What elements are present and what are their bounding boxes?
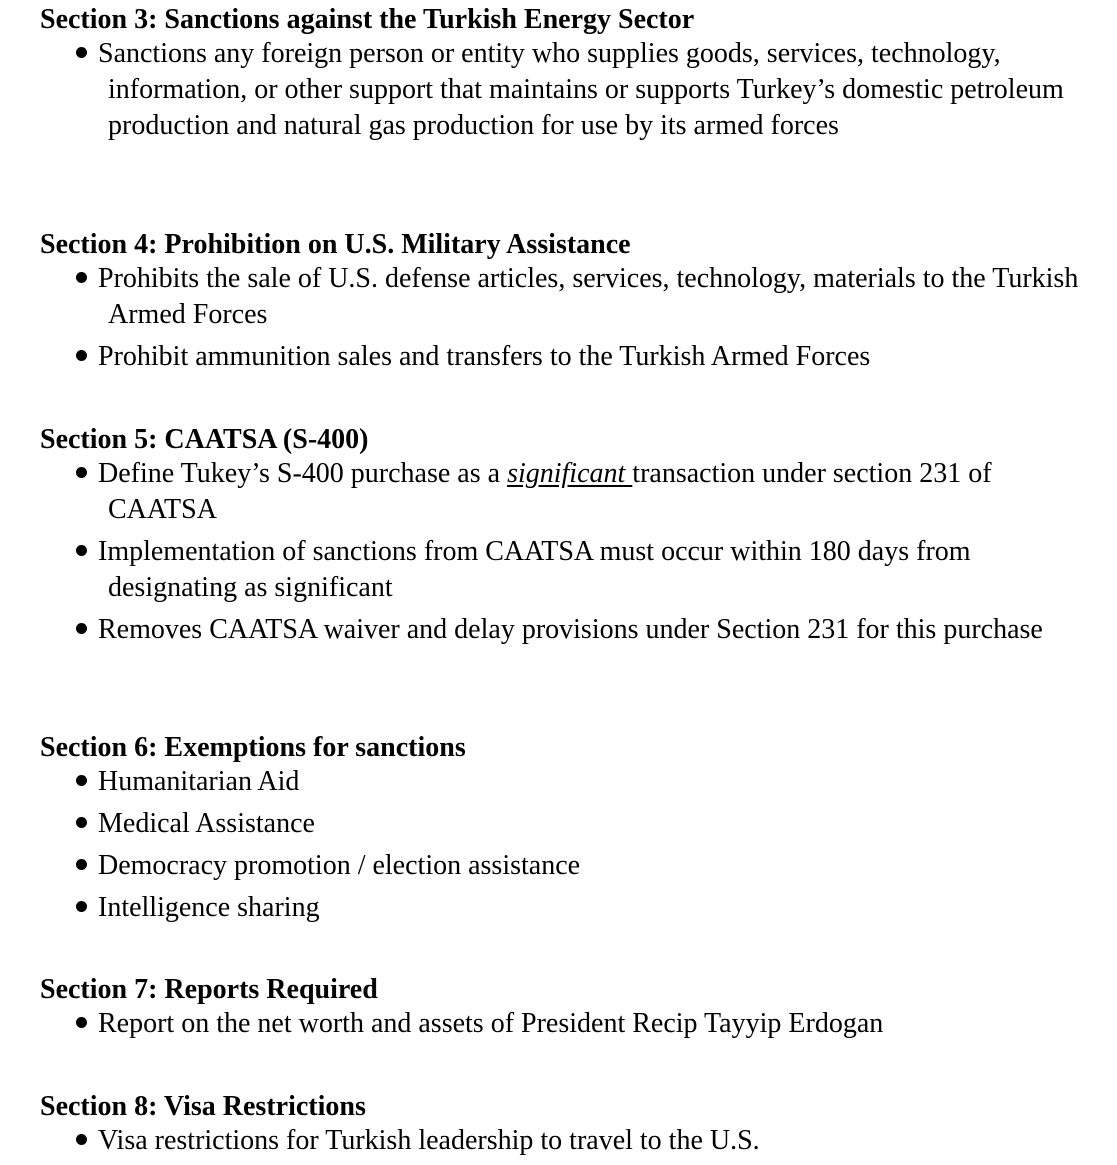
bullet-list (40, 456, 1100, 648)
bullet-icon (76, 901, 87, 912)
list-item (40, 612, 1100, 648)
list-item (40, 456, 1100, 528)
list-item (40, 1006, 1100, 1042)
bullet-icon (76, 1134, 87, 1145)
bullet-text: Prohibits the sale of U.S. defense articles, services, technology, materials to the Turkish Armed Forces (98, 263, 1079, 330)
list-item (40, 806, 1100, 842)
bullet-icon (76, 623, 87, 634)
bullet-list (40, 1006, 1100, 1042)
section-heading: Section 8: Visa Restrictions (40, 1091, 366, 1122)
list-item (40, 339, 1100, 375)
section-heading: Section 7: Reports Required (40, 974, 378, 1005)
section-3 (40, 4, 1070, 150)
list-item (40, 1123, 1100, 1159)
bullet-list (40, 261, 1100, 375)
bullet-text: Sanctions any foreign person or entity who supplies goods, services, technology, information, or other support that maintains or supports Turkey’s domestic petroleum production and natural gas production for use by its armed forces (98, 38, 1064, 141)
list-item (40, 534, 1100, 606)
bullet-text: Implementation of sanctions from CAATSA must occur within 180 days from designating as significant (98, 536, 971, 603)
section-8 (40, 1091, 1100, 1165)
bullet-icon (76, 817, 87, 828)
bullet-icon (76, 272, 87, 283)
section-heading: Section 6: Exemptions for sanctions (40, 732, 466, 763)
bullet-text: Humanitarian Aid (98, 766, 300, 797)
bullet-text: Prohibit ammunition sales and transfers to the Turkish Armed Forces (98, 341, 871, 372)
list-item (40, 261, 1100, 333)
bullet-list (40, 36, 1070, 144)
bullet-list (40, 1123, 1100, 1159)
bullet-text: Visa restrictions for Turkish leadership to travel to the U.S. (98, 1125, 760, 1156)
list-item (40, 890, 1100, 926)
section-6 (40, 732, 1100, 932)
bullet-icon (76, 47, 87, 58)
bullet-icon (76, 350, 87, 361)
section-5 (40, 424, 1100, 654)
bullet-text: Democracy promotion / election assistance (98, 850, 581, 881)
section-heading: Section 3: Sanctions against the Turkish Energy Sector (40, 4, 695, 35)
section-4 (40, 229, 1100, 381)
bullet-icon (76, 467, 87, 478)
bullet-text-after: transaction under section 231 of CAATSA (108, 458, 992, 525)
list-item (40, 848, 1100, 884)
section-7 (40, 974, 1100, 1048)
bullet-icon (76, 775, 87, 786)
bullet-text: Report on the net worth and assets of President Recip Tayyip Erdogan (98, 1008, 884, 1039)
list-item (40, 36, 1070, 144)
bullet-text-before: Define Tukey’s S-400 purchase as a (98, 458, 508, 489)
bullet-icon (76, 1017, 87, 1028)
bullet-text: Medical Assistance (98, 808, 315, 839)
section-heading: Section 4: Prohibition on U.S. Military Assistance (40, 229, 631, 260)
section-heading: Section 5: CAATSA (S-400) (40, 424, 369, 455)
significant-emphasis: significant (507, 458, 633, 489)
bullet-text: Intelligence sharing (98, 892, 320, 923)
bullet-icon (76, 859, 87, 870)
bullet-icon (76, 545, 87, 556)
bullet-list (40, 764, 1100, 926)
bullet-text: Removes CAATSA waiver and delay provisions under Section 231 for this purchase (98, 614, 1043, 645)
list-item (40, 764, 1100, 800)
